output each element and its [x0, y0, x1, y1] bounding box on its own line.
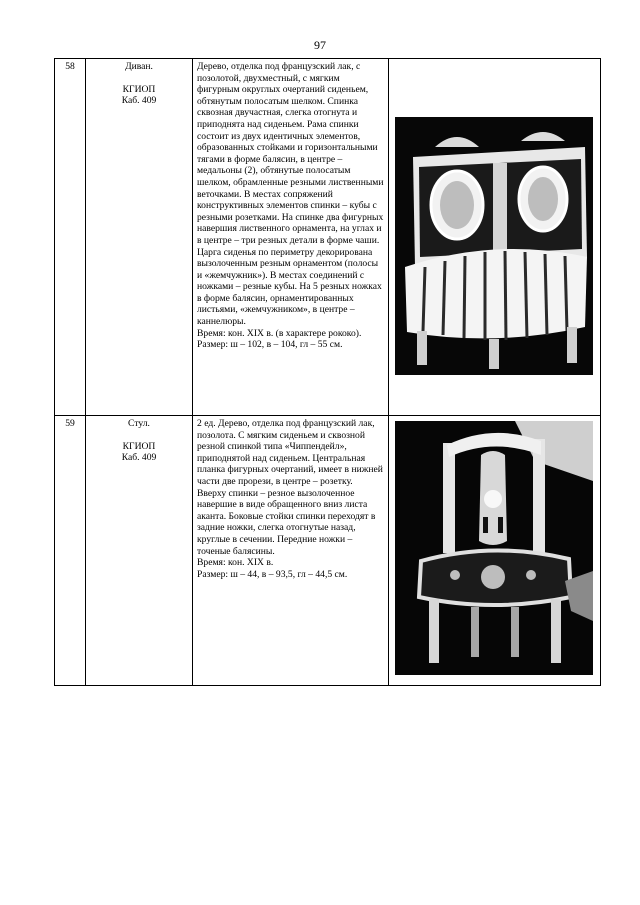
table-row [55, 416, 601, 686]
table-row [55, 59, 601, 416]
page-number: 97 [314, 38, 326, 52]
item-name-cell [86, 416, 193, 686]
item-number: 59 [55, 416, 86, 686]
sofa-photo [395, 117, 593, 375]
item-description-cell [193, 59, 389, 416]
item-description: 2 ед. Дерево, отделка под французский лак, позолота. С мягким сиденьем и сквозной резной спинкой типа «Чиппендейл», приподнятой над сиденьем. Центральная планка фигурных очертаний, имеет в нижней части две прорези, в центре – розетку. Вверху спинки – резное вызолоченное навершие в виде обращенного вниз листа аканта. Боковые стойки спинки переходят в задние ножки, слегка отогнутые назад, круглые в сечении. Передние ножки – точеные балясины. [197, 418, 386, 557]
chair-photo [395, 421, 593, 675]
item-name: Стул. [128, 418, 150, 429]
item-name: Диван. [125, 61, 153, 72]
item-size: Размер: ш – 44, в – 93,5, гл – 44,5 см. [197, 568, 348, 580]
catalog-table [54, 58, 601, 686]
item-name-cell [86, 59, 193, 416]
item-photo-cell [389, 59, 601, 416]
item-description-cell [193, 416, 389, 686]
item-description: Дерево, отделка под французский лак, с позолотой, двухместный, с мягким фигурным округлых очертаний сиденьем, обтянутым полосатым шелком. Спинка сквозная двучастная, слегка отогнута и приподнята над сиденьем. Рама спинки состоит из двух идентичных элементов, образованных стойками и горизонтальными тягами в форме балясин, в центре – медальоны (2), обтянутые полосатым шелком, обрамленные резными лиственными веточками. В местах сопряжений конструктивных элементов спинки – кубы с резными розетками. На спинке два фигурных навершия лиственного орнамента, на углах и в центре – три резных детали в форме чаши. Царга сиденья по периметру декорирована вызолоченным резным орнаментом (полосы и «жемчужник»). В местах соединений с ножками – резные кубы. На 5 резных ножках в форме балясин, орнаментированных листьями, «жемчужником», в центре – каннелюры. [197, 61, 386, 328]
item-date: Время: кон. XIX в. [197, 557, 274, 569]
item-location: Каб. 409 [121, 452, 157, 464]
item-date: Время: кон. XIX в. (в характере рококо). [197, 327, 362, 339]
item-organization: КГИОП [122, 440, 156, 452]
item-photo-cell [389, 416, 601, 686]
item-organization: КГИОП [122, 83, 156, 95]
item-size: Размер: ш – 102, в – 104, гл – 55 см. [197, 339, 343, 351]
item-number: 58 [55, 59, 86, 416]
item-location: Каб. 409 [121, 95, 157, 107]
